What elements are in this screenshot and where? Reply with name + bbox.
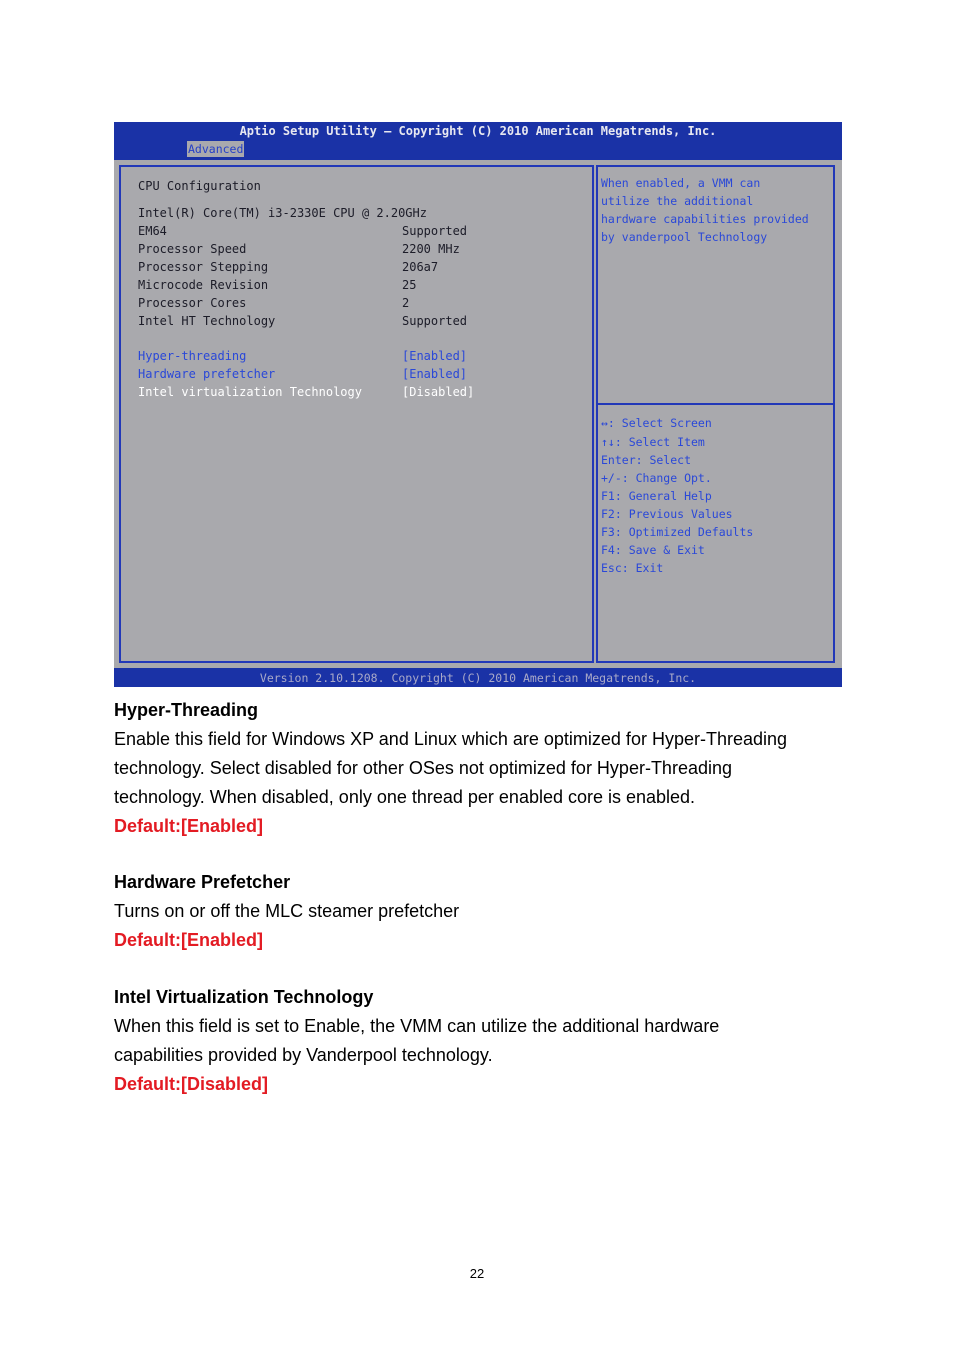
info-label: Processor Cores xyxy=(138,296,247,310)
section-default: Default:[Enabled] xyxy=(114,930,264,950)
section-default: Default:[Disabled] xyxy=(114,1074,269,1094)
section-line: Enable this field for Windows XP and Linux which are optimized for Hyper-Threading xyxy=(114,729,788,749)
bios-footer: Version 2.10.1208. Copyright (C) 2010 American Megatrends, Inc. xyxy=(259,671,697,685)
key-hint: F3: Optimized Defaults xyxy=(601,525,754,539)
key-hint: F2: Previous Values xyxy=(601,507,733,521)
info-value: 2200 MHz xyxy=(402,242,460,256)
bios-body xyxy=(114,160,842,668)
help-line: When enabled, a VMM can xyxy=(601,176,761,190)
help-line: utilize the additional xyxy=(601,194,754,208)
info-label: Intel HT Technology xyxy=(138,314,276,328)
option-hardware-prefetcher-value[interactable]: [Enabled] xyxy=(402,367,468,381)
key-hint: ↑↓: Select Item xyxy=(601,435,705,449)
tab-advanced[interactable]: Advanced xyxy=(188,142,244,156)
key-hint: +/-: Change Opt. xyxy=(601,471,712,485)
bios-screenshot xyxy=(114,122,842,687)
help-line: hardware capabilities provided xyxy=(601,212,809,226)
section-default: Default:[Enabled] xyxy=(114,816,264,836)
section-hardware-prefetcher xyxy=(114,868,459,955)
section-line: technology. Select disabled for other OSes not optimized for Hyper-Threading xyxy=(114,758,732,778)
info-value: 25 xyxy=(402,278,417,292)
info-value: Supported xyxy=(402,224,468,238)
key-hint: Enter: Select xyxy=(601,453,692,467)
help-line: by vanderpool Technology xyxy=(601,230,768,244)
section-line: When this field is set to Enable, the VMM can utilize the additional hardware xyxy=(114,1016,720,1036)
info-value: 2 xyxy=(402,296,410,310)
section-heading: Intel Virtualization Technology xyxy=(114,987,374,1007)
section-line: Turns on or off the MLC steamer prefetcher xyxy=(114,901,460,921)
info-label: Processor Speed xyxy=(138,242,247,256)
section-line: technology. When disabled, only one thread per enabled core is enabled. xyxy=(114,787,696,807)
info-value: Supported xyxy=(402,314,468,328)
cpu-config-heading: CPU Configuration xyxy=(138,179,261,193)
bios-title: Aptio Setup Utility – Copyright (C) 2010 American Megatrends, Inc. xyxy=(239,124,717,138)
key-hint: ↔: Select Screen xyxy=(601,416,712,430)
section-virtualization xyxy=(114,983,719,1099)
option-virtualization-value[interactable]: [Disabled] xyxy=(402,385,475,399)
info-label: Microcode Revision xyxy=(138,278,269,292)
info-value: 206a7 xyxy=(402,260,439,274)
key-hint: F4: Save & Exit xyxy=(601,543,705,557)
key-hint: Esc: Exit xyxy=(601,561,664,575)
option-hyper-threading[interactable]: Hyper-threading xyxy=(138,349,247,363)
section-line: capabilities provided by Vanderpool technology. xyxy=(114,1045,493,1065)
key-hint: F1: General Help xyxy=(601,489,712,503)
section-heading: Hyper-Threading xyxy=(114,700,259,720)
section-hyper-threading xyxy=(114,696,787,841)
help-text xyxy=(601,174,831,246)
info-label: Processor Stepping xyxy=(138,260,269,274)
cpu-model: Intel(R) Core(TM) i3-2330E CPU @ 2.20GHz xyxy=(138,206,427,220)
option-hardware-prefetcher[interactable]: Hardware prefetcher xyxy=(138,367,276,381)
section-heading: Hardware Prefetcher xyxy=(114,872,291,892)
option-virtualization[interactable]: Intel virtualization Technology xyxy=(138,385,362,399)
info-label: EM64 xyxy=(138,224,167,238)
page-number: 22 xyxy=(469,1266,485,1281)
option-hyper-threading-value[interactable]: [Enabled] xyxy=(402,349,468,363)
